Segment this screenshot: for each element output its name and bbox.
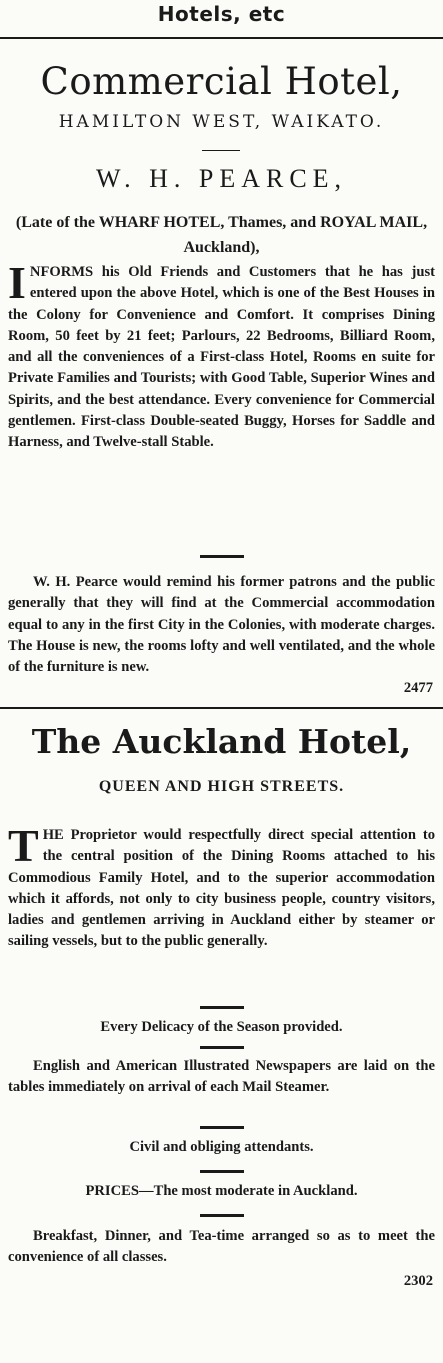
ad2-body [0, 820, 443, 953]
ad1-ornament-rule [202, 150, 240, 151]
ad1-body-text: NFORMS his Old Friends and Customers that he has just entered upon the above Hotel, which is one of the Best Houses in the Colony for Convenience and Comfort. It comprises Dining Room, 50 feet by 21 feet; Parlours, 22 Bedrooms, Billiard Room, and all the conveniences of a First-class Hotel, Rooms en suite for Private Families and Tourists; with Good Table, Superior Wines and Spirits, and the best attendance. Every convenience for Commercial gentlemen. First-class Double-seated Buggy, Horses for Saddle and Harness, and Twelve-stall Stable. [8, 264, 435, 451]
ad2-divider-2 [200, 1046, 244, 1049]
ad2-divider-1 [200, 1006, 244, 1009]
ad2-dropcap: T [8, 820, 39, 871]
ad1-location: HAMILTON WEST, WAIKATO. [58, 112, 385, 132]
ad1-note: W. H. Pearce would remind his former patrons and the public generally that they will find at the Commercial accommodation equal to any in the first City in the Colonies, with moderate charges. The House is new, the rooms lofty and well ventilated, and the whole of the furniture is new. [8, 574, 435, 676]
ad2-location: QUEEN AND HIGH STREETS. [98, 778, 345, 795]
header-rule [0, 37, 443, 39]
ad2-papers: English and American Illustrated Newspapers are laid on the tables immediately on arrival of each Mail Steamer. [8, 1058, 435, 1096]
ad1-hotel-name: Commercial Hotel, [40, 60, 403, 103]
section-title: Hotels, etc [157, 2, 286, 26]
ad1-body [0, 257, 443, 454]
ad1-divider [200, 555, 244, 558]
ad2-number: 2302 [403, 1273, 433, 1289]
ad1-number: 2477 [403, 680, 433, 696]
ad1-proprietor: W. H. PEARCE, [95, 164, 348, 193]
ad2-attendants: Civil and obliging attendants. [129, 1139, 314, 1155]
ad2-meals: Breakfast, Dinner, and Tea-time arranged so as to meet the convenience of all classes. [8, 1228, 435, 1266]
ad-separator-rule [0, 707, 443, 709]
ad1-late-of: (Late of the WHARF HOTEL, Thames, and ROYAL MAIL, Auckland), [15, 214, 428, 256]
ad2-prices: PRICES—The most moderate in Auckland. [85, 1183, 358, 1199]
ad2-delicacy: Every Delicacy of the Season provided. [100, 1019, 343, 1035]
ad1-dropcap: I [8, 257, 26, 308]
ad2-hotel-name: The Auckland Hotel, [31, 722, 412, 761]
ad2-divider-3 [200, 1126, 244, 1129]
ad2-divider-4 [200, 1170, 244, 1173]
ad2-divider-5 [200, 1214, 244, 1217]
ad2-body-text: HE Proprietor would respectfully direct special attention to the central position of the Dining Rooms attached to his Commodious Family Hotel, and to the superior accommodation which it affords, not only to city business people, country visitors, ladies and gentlemen arriving in Auckland either by steamer or sailing vessels, but to the public generally. [8, 827, 435, 950]
